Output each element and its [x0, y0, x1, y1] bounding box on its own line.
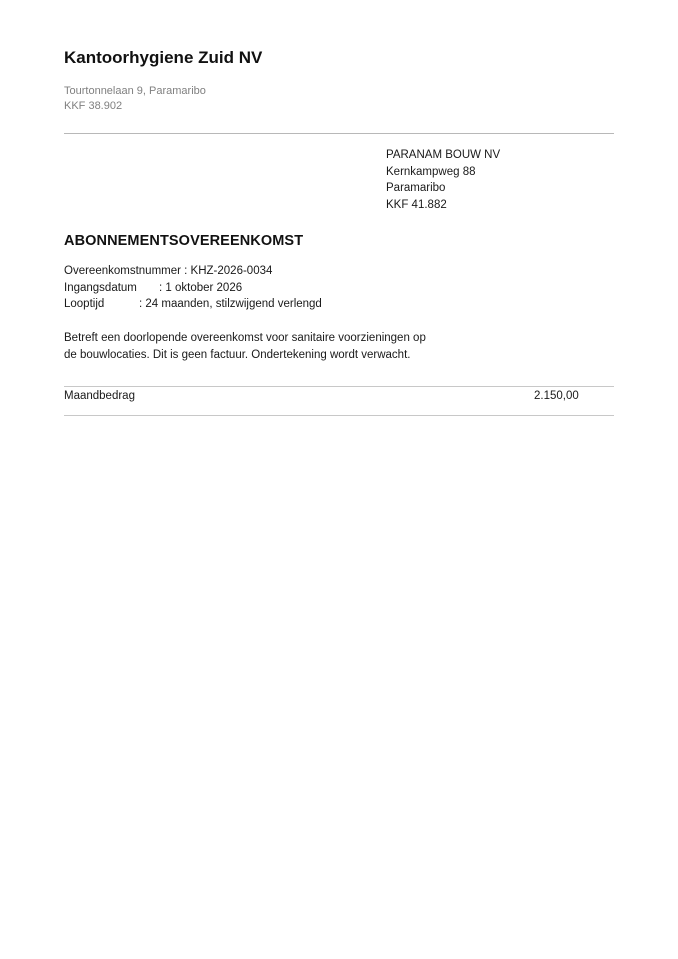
- amount-top-divider: [64, 386, 614, 387]
- monthly-amount-value: 2.150,00: [534, 390, 579, 402]
- description-line-1: Betreft een doorlopende overeenkomst voor sanitaire voorzieningen op: [64, 332, 426, 344]
- agreement-number-value: : KHZ-2026-0034: [184, 265, 273, 277]
- start-date-value: : 1 oktober 2026: [159, 282, 243, 294]
- agreement-number-row: [64, 265, 272, 277]
- header-divider: [64, 133, 614, 134]
- sender-address: Tourtonnelaan 9, Paramaribo: [64, 85, 206, 97]
- start-date-label: Ingangsdatum: [64, 282, 137, 294]
- document-page: [64, 0, 614, 959]
- amount-bottom-divider: [64, 415, 614, 416]
- document-title: ABONNEMENTSOVEREENKOMST: [64, 233, 304, 249]
- agreement-number-label: Overeenkomstnummer: [64, 265, 181, 277]
- term-label: Looptijd: [64, 298, 105, 310]
- recipient-name: PARANAM BOUW NV: [386, 149, 501, 161]
- description-line-2: de bouwlocaties. Dit is geen factuur. Ondertekening wordt verwacht.: [64, 349, 411, 361]
- sender-kkf: KKF 38.902: [64, 100, 123, 112]
- start-date-row: [64, 282, 242, 294]
- recipient-city: Paramaribo: [386, 182, 446, 194]
- term-value: : 24 maanden, stilzwijgend verlengd: [139, 298, 322, 310]
- sender-name: Kantoorhygiene Zuid NV: [64, 48, 263, 67]
- monthly-amount-label: Maandbedrag: [64, 390, 135, 402]
- recipient-street: Kernkampweg 88: [386, 166, 476, 178]
- term-row: [64, 298, 322, 310]
- recipient-kkf: KKF 41.882: [386, 199, 447, 211]
